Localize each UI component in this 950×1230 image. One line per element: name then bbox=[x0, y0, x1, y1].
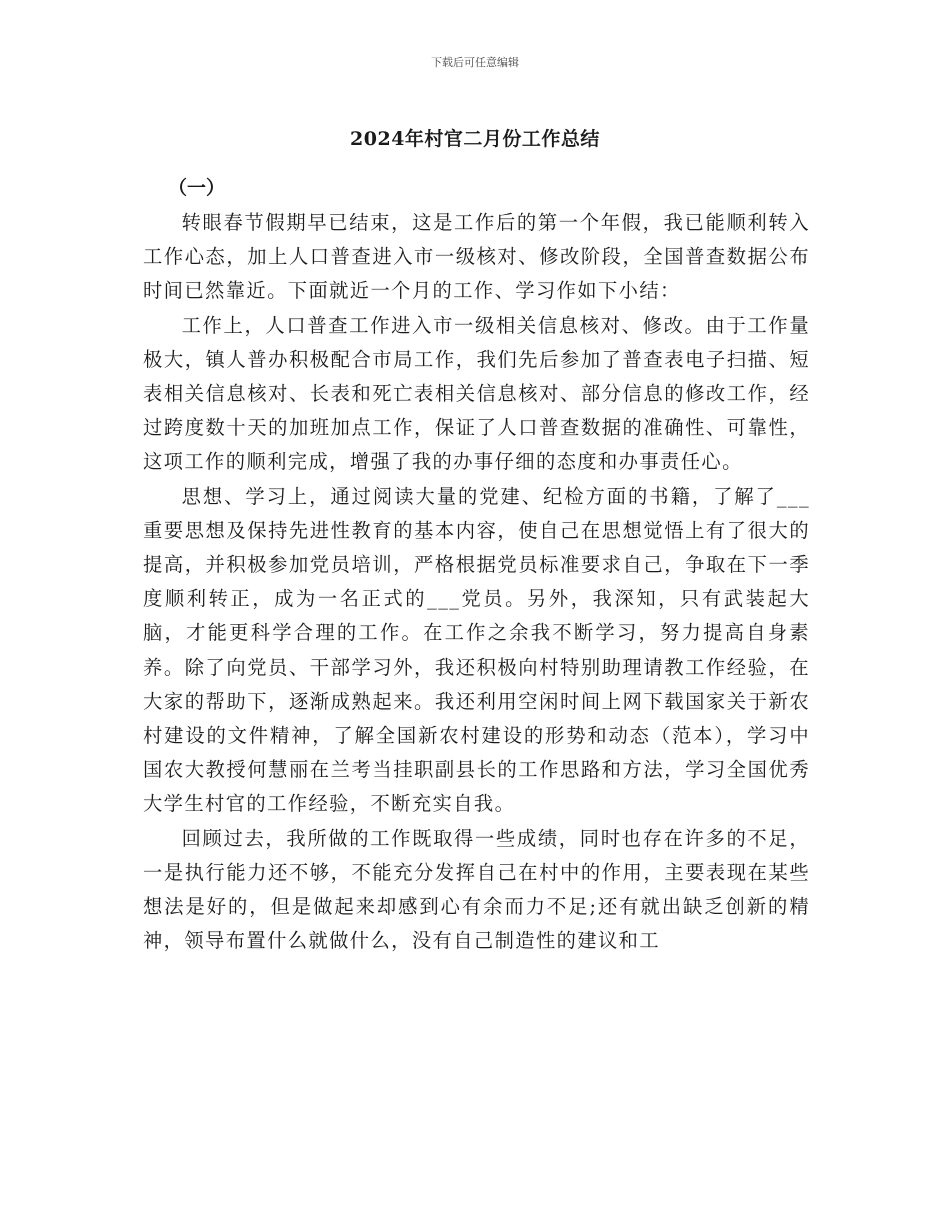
paragraph-intro: 转眼春节假期早已结束，这是工作后的第一个年假，我已能顺利转入工作心态，加上人口普查进入市一级核对、修改阶段，全国普查数据公布时间已然靠近。下面就近一个月的工作、学习作如下小结： bbox=[143, 211, 810, 303]
page-header-note: 下载后可任意编辑 bbox=[431, 56, 519, 69]
section-label: （一） bbox=[168, 177, 226, 199]
paragraph-review: 回顾过去，我所做的工作既取得一些成绩，同时也存在许多的不足，一是执行能力还不够，不能充分发挥自己在村中的作用，主要表现在某些想法是好的，但是做起来却感到心有余而力不足;还有就出缺乏创新的精神，领导布置什么就做什么，没有自己制造性的建议和工 bbox=[143, 826, 810, 953]
document-title: 2024年村官二月份工作总结 bbox=[350, 128, 600, 150]
document-body bbox=[143, 206, 810, 958]
paragraph-study: 思想、学习上，通过阅读大量的党建、纪检方面的书籍，了解了___重要思想及保持先进性教育的基本内容，使自己在思想觉悟上有了很大的提高，并积极参加党员培训，严格根据党员标准要求自己，争取在下一季度顺利转正，成为一名正式的___党员。另外，我深知，只有武装起大脑，才能更科学合理的工作。在工作之余我不断学习，努力提高自身素养。除了向党员、干部学习外，我还积极向村特别助理请教工作经验，在大家的帮助下，逐渐成熟起来。我还利用空闲时间上网下载国家关于新农村建设的文件精神，了解全国新农村建设的形势和动态（范本），学习中国农大教授何慧丽在兰考当挂职副县长的工作思路和方法，学习全国优秀大学生村官的工作经验，不断充实自我。 bbox=[143, 484, 810, 816]
paragraph-work: 工作上，人口普查工作进入市一级相关信息核对、修改。由于工作量极大，镇人普办积极配合市局工作，我们先后参加了普查表电子扫描、短表相关信息核对、长表和死亡表相关信息核对、部分信息的修改工作，经过跨度数十天的加班加点工作，保证了人口普查数据的准确性、可靠性，这项工作的顺利完成，增强了我的办事仔细的态度和办事责任心。 bbox=[143, 313, 810, 474]
